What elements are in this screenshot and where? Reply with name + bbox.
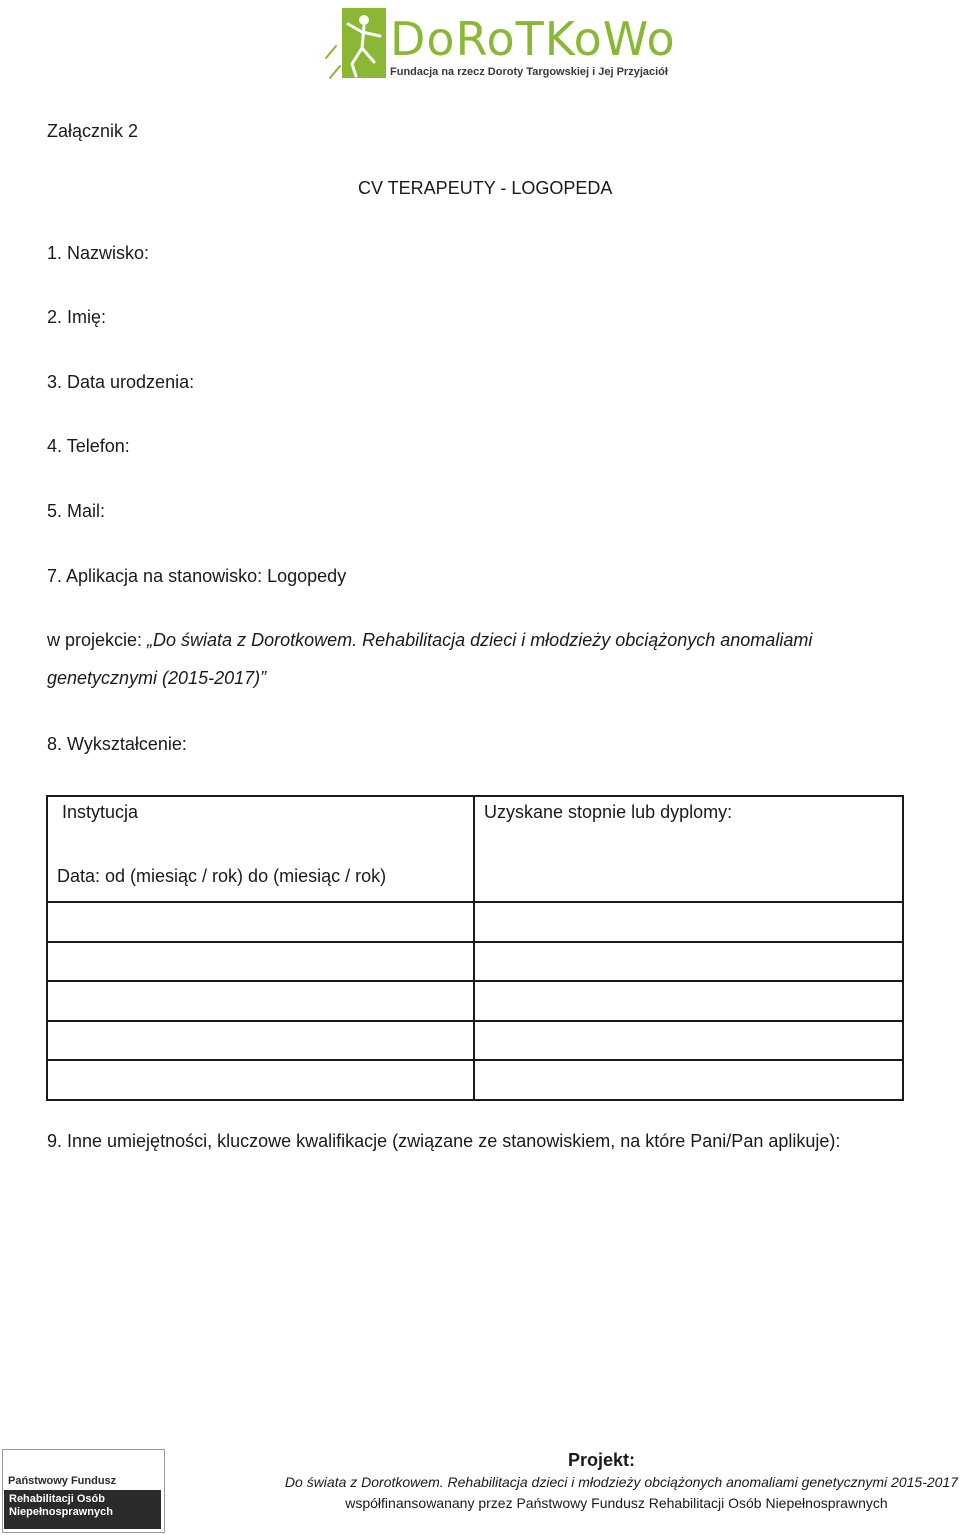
table-cell-degree[interactable] <box>474 902 903 942</box>
table-row <box>47 942 903 982</box>
table-cell-degree[interactable] <box>474 1021 903 1061</box>
field-mail: 5. Mail: <box>47 501 106 521</box>
footer-project-label: Projekt: <box>568 1450 636 1470</box>
footer-project-title <box>285 1473 958 1491</box>
field-birth-date: 3. Data urodzenia: <box>47 372 195 392</box>
field-first-name: 2. Imię: <box>47 307 107 327</box>
pfron-logo-text-2: Rehabilitacji Osób <box>9 1493 105 1505</box>
pfron-logo-text-1: Państwowy Fundusz <box>8 1475 117 1487</box>
footer-cofinancing: współfinansowanany przez Państwowy Fundusz Rehabilitacji Osób Niepełnosprawnych <box>345 1495 888 1511</box>
table-cell-institution[interactable] <box>47 902 474 942</box>
table-cell-institution[interactable] <box>47 1060 474 1100</box>
annex-label: Załącznik 2 <box>47 121 139 141</box>
education-table <box>46 795 904 1101</box>
skills-label: 9. Inne umiejętności, kluczowe kwalifikacje (związane ze stanowiskiem, na które Pani/Pan aplikuje): <box>47 1131 841 1151</box>
table-cell-degree[interactable] <box>474 981 903 1021</box>
table-row <box>47 981 903 1021</box>
pfron-logo-text-3: Niepełnosprawnych <box>9 1506 113 1518</box>
table-cell-institution[interactable] <box>47 981 474 1021</box>
table-cell-degree[interactable] <box>474 942 903 982</box>
logo-wordmark: DoRoTKoWo <box>390 12 676 66</box>
table-row <box>47 1060 903 1100</box>
table-cell-institution[interactable] <box>47 1021 474 1061</box>
table-cell-degree[interactable] <box>474 1060 903 1100</box>
header-institution-cell <box>47 796 474 902</box>
project-prefix: w projekcie: <box>47 630 148 650</box>
document-title: CV TERAPEUTY - LOGOPEDA <box>358 178 613 198</box>
field-position: 7. Aplikacja na stanowisko: Logopedy <box>47 566 347 586</box>
project-title: „Do świata z Dorotkowem. Rehabilitacja dzieci i młodzieży obciążonych anomaliami <box>147 630 813 650</box>
table-row <box>47 1021 903 1061</box>
footer-project-title-text: Do świata z Dorotkowem. Rehabilitacja dzieci i młodzieży obciążonych anomaliami genetycznymi 2015-2017 <box>284 1474 958 1490</box>
project-title-line-2: genetycznymi (2015-2017)” <box>47 668 267 688</box>
project-line-1 <box>47 629 812 651</box>
field-phone: 4. Telefon: <box>47 436 130 456</box>
header-date: Data: od (miesiąc / rok) do (miesiąc / rok) <box>57 866 387 886</box>
logo-tagline: Fundacja na rzecz Doroty Targowskiej i Jej Przyjaciół <box>390 66 668 78</box>
header-degree-cell <box>474 796 903 902</box>
table-cell-institution[interactable] <box>47 942 474 982</box>
header-institution: Instytucja <box>62 802 139 822</box>
field-surname: 1. Nazwisko: <box>47 243 150 263</box>
education-label: 8. Wykształcenie: <box>47 734 187 754</box>
table-row <box>47 902 903 942</box>
header-degree: Uzyskane stopnie lub dyplomy: <box>484 802 733 822</box>
table-header-row <box>47 796 903 902</box>
dancer-shadow-icon <box>326 46 340 78</box>
